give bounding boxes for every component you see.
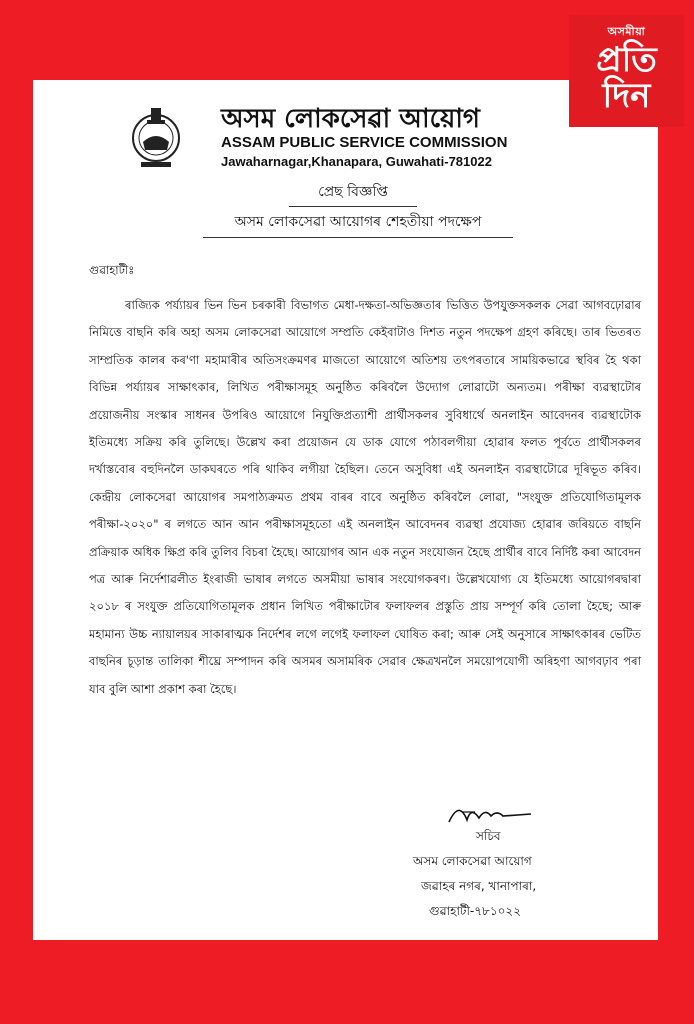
signature-line-1: অসম লোকসেৱা আয়োগ <box>413 854 532 868</box>
press-release-heading: প্ৰেছ বিজ্ঞপ্তি <box>289 180 417 207</box>
signature-line-2: জৱাহৰ নগৰ, খানাপাৰা, <box>421 879 537 893</box>
pratidin-logo <box>569 15 684 127</box>
body-paragraph: ৰাজ্যিক পৰ্য্যায়ৰ ভিন ভিন চৰকাৰী বিভাগত মেধা-দক্ষতা-অভিজ্ঞতাৰ ভিত্তিত উপযুক্তসকলক সেৱা আগবঢ়োৱাৰ নিমিত্তে বাছনি কৰি অহা অসম লোকসেৱা আয়োগে সম্প্ৰতি কেইবাটাও দিশত নতুন পদক্ষেপ গ্ৰহণ কৰিছে। তাৰ ভিতৰত সাম্প্ৰতিক কালৰ কৰ'ণা মহামাৰীৰ অতিসংক্ৰমণৰ মাজতো আয়োগে অতিশয় তৎপৰতাৰে সাময়িকভাৱে স্থবিৰ হৈ থকা বিভিন্ন পৰ্য্যায়ৰ সাক্ষাৎকাৰ, লিখিত পৰীক্ষাসমূহ অনুষ্ঠিত কৰিবলৈ উদ্যোগ লোৱাটো অন্যতম। পৰীক্ষা ব্যৱস্থাটোৰ প্ৰয়োজনীয় সংস্কাৰ সাধনৰ উপৰিও আয়োগে নিযুক্তিপ্ৰত্যাশী প্ৰাৰ্থীসকলৰ সুবিধাৰ্থে অনলাইন আবেদনৰ ব্যৱস্থাটোক ইতিমধ্যে সক্ৰিয় কৰি তুলিছে। উল্লেখ কৰা প্ৰয়োজন যে ডাক যোগে পঠাবলগীয়া হোৱাৰ ফলত পূৰ্বতে প্ৰাৰ্থীসকলৰ দৰ্খাস্তবোৰ বহুদিনলৈ ডাকঘৰতে পৰি থাকিব লগীয়া হৈছিল। তেনে অসুবিধা এই অনলাইন ব্যৱস্থাটোৱে দূৰিভূত কৰিব। কেন্দ্ৰীয় লোকসেৱা আয়োগৰ সমপাঠ্যক্ৰমত প্ৰথম বাৰৰ বাবে অনুষ্ঠিত কৰিবলৈ লোৱা, "সংযুক্ত প্ৰতিযোগিতামূলক পৰীক্ষা-২০২০" ৰ লগতে আন আন পৰীক্ষাসমূহতো এই অনলাইন আবেদনৰ ব্যৱস্থা প্ৰযোজ্য হোৱাৰ জৰিয়তে বাছনি প্ৰক্ৰিয়াক অধিক ক্ষিপ্ৰ কৰি তুলিব বিচৰা হৈছে। আয়োগৰ আন এক নতুন সংযোজন হৈছে প্ৰাৰ্থীৰ বাবে নিৰ্দিষ্ট কৰা আবেদন পত্ৰ আৰু নিৰ্দেশাৱলীত ইংৰাজী ভাষাৰ লগতে অসমীয়া ভাষাৰ সংযোগকৰণ। উল্লেখযোগ্য যে ইতিমধ্যে আয়োগৰদ্বাৰা ২০১৮ ৰ সংযুক্ত প্ৰতিযোগিতামূলক প্ৰধান লিখিত পৰীক্ষাটোৰ ফলাফলৰ প্ৰস্তুতি প্ৰায় সম্পূৰ্ণ কৰি তোলা হৈছে; আৰু মহামান্য উচ্চ ন্যায়ালয়ৰ সাকাৰাত্মক নিৰ্দেশৰ লগে লগেই ফলাফল ঘোষিত কৰা; আৰু সেই অনুসাৰে সাক্ষাৎকাৰৰ ভেটিত বাছনিৰ চূড়ান্ত তালিকা শীঘ্ৰে সম্পাদন কৰি অসমৰ অসামৰিক সেৱাৰ ক্ষেত্ৰখনলৈ সময়োপযোগী অৰিহণা আগবঢ়াব পৰা যাব বুলি আশা প্ৰকাশ কৰা হৈছে। <box>89 298 641 696</box>
assam-emblem-icon <box>129 104 183 174</box>
signature-line-3: গুৱাহাটী-৭৮১০২২ <box>429 904 522 918</box>
logo-big-line-2: দিন <box>602 76 651 116</box>
logo-big-line-1: প্ৰতি <box>596 40 657 80</box>
commission-title-bengali: অসম লোকসেৱা আয়োগ <box>221 104 480 134</box>
commission-address: Jawaharnagar,Khanapara, Guwahati-781022 <box>221 154 492 169</box>
logo-small-text: অসমীয়া <box>607 25 646 38</box>
signature-title: সচিব <box>476 829 501 843</box>
press-release-document <box>33 80 658 940</box>
signature-scrawl <box>445 798 535 828</box>
commission-title-english: ASSAM PUBLIC SERVICE COMMISSION <box>221 134 508 151</box>
place-label: গুৱাহাটীঃ <box>89 263 135 277</box>
subject-heading: অসম লোকসেৱা আয়োগৰ শেহতীয়া পদক্ষেপ <box>203 210 513 238</box>
